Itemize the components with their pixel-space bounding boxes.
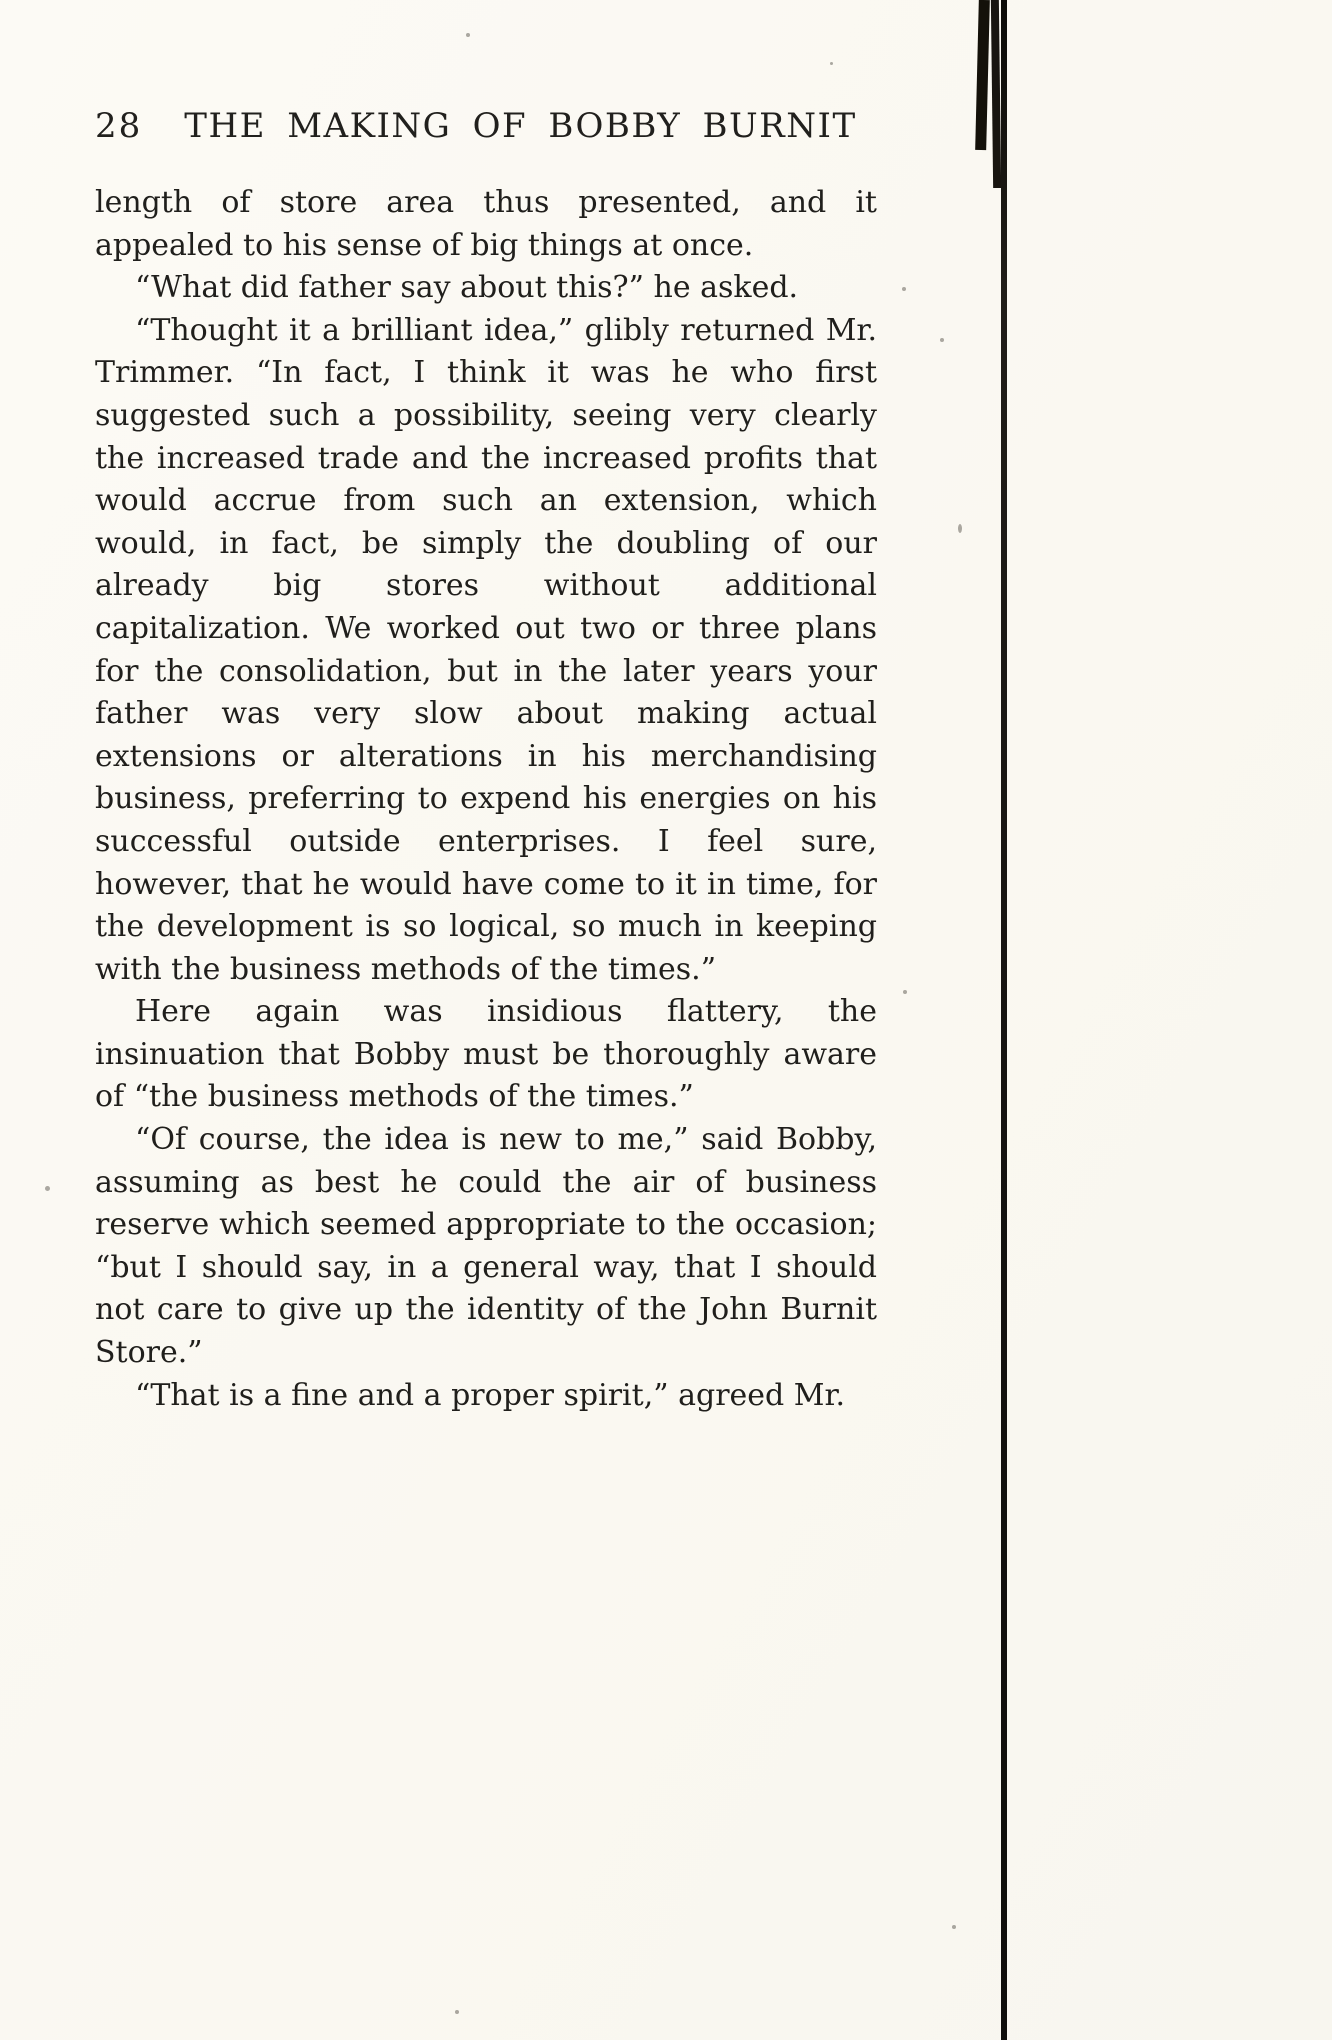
- scan-speck: [903, 990, 907, 994]
- book-edge-mark-top-right: [991, 0, 1001, 188]
- scan-speck: [958, 524, 962, 533]
- paragraph: “That is a fine and a proper spirit,” agreed Mr.: [135, 1377, 846, 1413]
- scan-speck: [455, 2010, 459, 2014]
- running-title: THE MAKING OF BOBBY BURNIT: [184, 106, 857, 146]
- book-edge-mark-top-left: [975, 0, 990, 150]
- body-text: [95, 182, 877, 1417]
- page-number: 28: [95, 106, 143, 146]
- scan-speck: [952, 1925, 956, 1929]
- page-header: [95, 103, 895, 149]
- paragraph: “What did father say about this?” he asked.: [135, 270, 799, 306]
- paragraph: length of store area thus presented, and it appealed to his sense of big things at once.: [95, 185, 877, 263]
- paragraph: “Thought it a brilliant idea,” glibly returned Mr. Trimmer. “In fact, I think it was he who first suggested such a possibility, seeing very clearly the increased trade and the increased profits that would accrue from such an extension, which would, in fact, be simply the doubling of our already big stores without additional capitalization. We worked out two or three plans for the consolidation, but in the later years your father was very slow about making actual extensions or alterations in his merchandising business, preferring to expend his energies on his successful outside enterprises. I feel sure, however, that he would have come to it in time, for the development is so logical, so much in keeping with the business methods of the times.”: [95, 312, 877, 987]
- scan-speck: [940, 338, 944, 342]
- scan-speck: [902, 287, 906, 291]
- scan-speck: [466, 33, 470, 37]
- book-edge-line: [1001, 0, 1007, 2040]
- paragraph: Here again was insidious flattery, the insinuation that Bobby must be thoroughly aware of “the business methods of the times.”: [95, 994, 877, 1115]
- paragraph: “Of course, the idea is new to me,” said Bobby, assuming as best he could the air of business reserve which seemed appropriate to the occasion; “but I should say, in a general way, that I should not care to give up the identity of the John Burnit Store.”: [95, 1122, 877, 1371]
- scan-speck: [830, 62, 833, 65]
- scan-speck: [45, 1186, 50, 1191]
